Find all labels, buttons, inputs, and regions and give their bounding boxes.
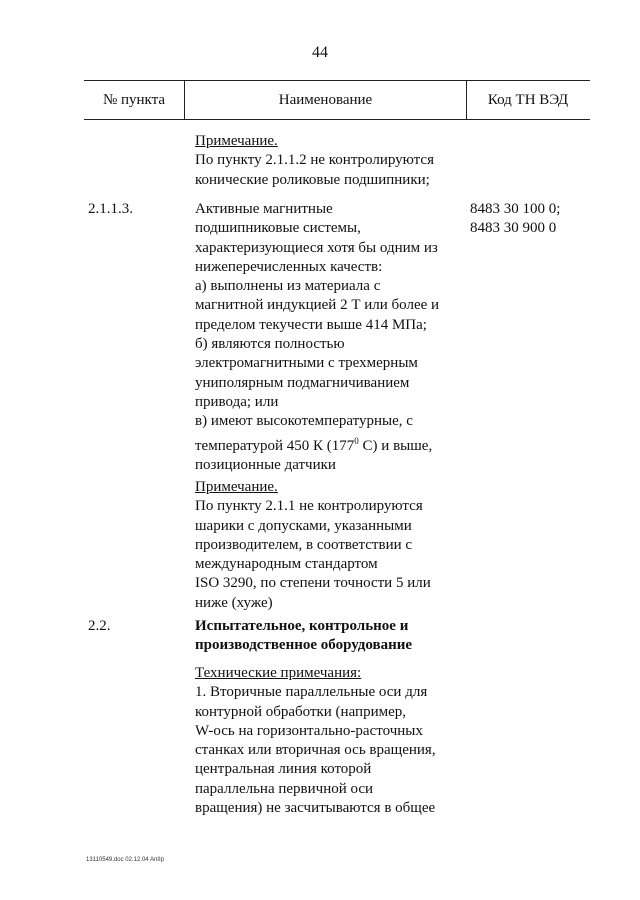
- note-2112: [195, 132, 434, 190]
- footer-file-reference: 13110549.doc 02.12.04 AnIIp: [86, 857, 164, 863]
- note-title: Примечание.: [195, 133, 278, 149]
- note-line: ISO 3290, по степени точности 5 или: [195, 575, 431, 592]
- item-text-2113: [195, 200, 439, 475]
- item-line: Активные магнитные: [195, 201, 333, 217]
- code-line: 8483 30 900 0: [470, 220, 557, 237]
- temp-superscript: 0: [354, 435, 359, 446]
- technical-note-line: параллельна первичной оси: [195, 780, 374, 797]
- section-title-line: Испытательное, контрольное и: [195, 618, 409, 634]
- technical-note-line: контурной обработки (например,: [195, 703, 406, 720]
- technical-note-line: центральная линия которой: [195, 761, 372, 778]
- item-line: позиционные датчики: [195, 456, 336, 473]
- item-codes-2113: [470, 200, 560, 239]
- item-line: электромагнитными с трехмерным: [195, 355, 418, 372]
- note-line: конические роликовые подшипники;: [195, 171, 430, 188]
- item-line: характеризующиеся хотя бы одним из: [195, 239, 438, 256]
- column-header-name: Наименование: [184, 81, 467, 119]
- table-header: [84, 80, 590, 120]
- section-title-line: производственное оборудование: [195, 637, 413, 654]
- technical-notes: [195, 664, 436, 818]
- section-title-22: [195, 617, 412, 656]
- note-line: международным стандартом: [195, 556, 378, 573]
- technical-note-line: станках или вторичная ось вращения,: [195, 742, 436, 759]
- item-number: 2.1.1.3.: [88, 201, 133, 217]
- technical-note-line: 1. Вторичные параллельные оси для: [195, 684, 428, 701]
- item-line: б) являются полностью: [195, 336, 345, 353]
- item-line: подшипниковые системы,: [195, 220, 361, 237]
- item-line: привода; или: [195, 393, 279, 410]
- item-number-22: [88, 617, 111, 636]
- note-line: производителем, в соответствии с: [195, 536, 413, 553]
- note-line: По пункту 2.1.1 не контролируются: [195, 498, 423, 515]
- note-title: Примечание.: [195, 479, 278, 495]
- technical-note-line: W-ось на горизонтально-расточных: [195, 722, 423, 739]
- temperature-line: [195, 432, 439, 456]
- item-line: нижеперечисленных качеств:: [195, 258, 383, 275]
- column-header-number: № пункта: [102, 92, 166, 108]
- note-211: [195, 478, 431, 613]
- item-line: в) имеют высокотемпературные, с: [195, 413, 413, 430]
- code-line: 8483 30 100 0;: [470, 201, 561, 217]
- item-line: униполярным подмагничиванием: [195, 374, 410, 391]
- item-line: магнитной индукцией 2 Т или более и: [195, 297, 440, 314]
- item-line: а) выполнены из материала с: [195, 278, 381, 295]
- technical-notes-title: Технические примечания:: [195, 665, 362, 681]
- temp-prefix: температурой 450 К (177: [195, 437, 355, 454]
- item-number: 2.2.: [88, 618, 111, 634]
- note-line: ниже (хуже): [195, 594, 273, 611]
- temp-suffix: С) и выше,: [358, 437, 433, 454]
- item-line: пределом текучести выше 414 МПа;: [195, 316, 427, 333]
- note-line: шарики с допусками, указанными: [195, 517, 412, 534]
- technical-note-line: вращения) не засчитываются в общее: [195, 800, 436, 817]
- note-line: По пункту 2.1.1.2 не контролируются: [195, 152, 434, 169]
- column-header-code: Код ТН ВЭД: [487, 92, 569, 108]
- page-number: 44: [312, 44, 328, 61]
- item-number-2113: [88, 200, 133, 219]
